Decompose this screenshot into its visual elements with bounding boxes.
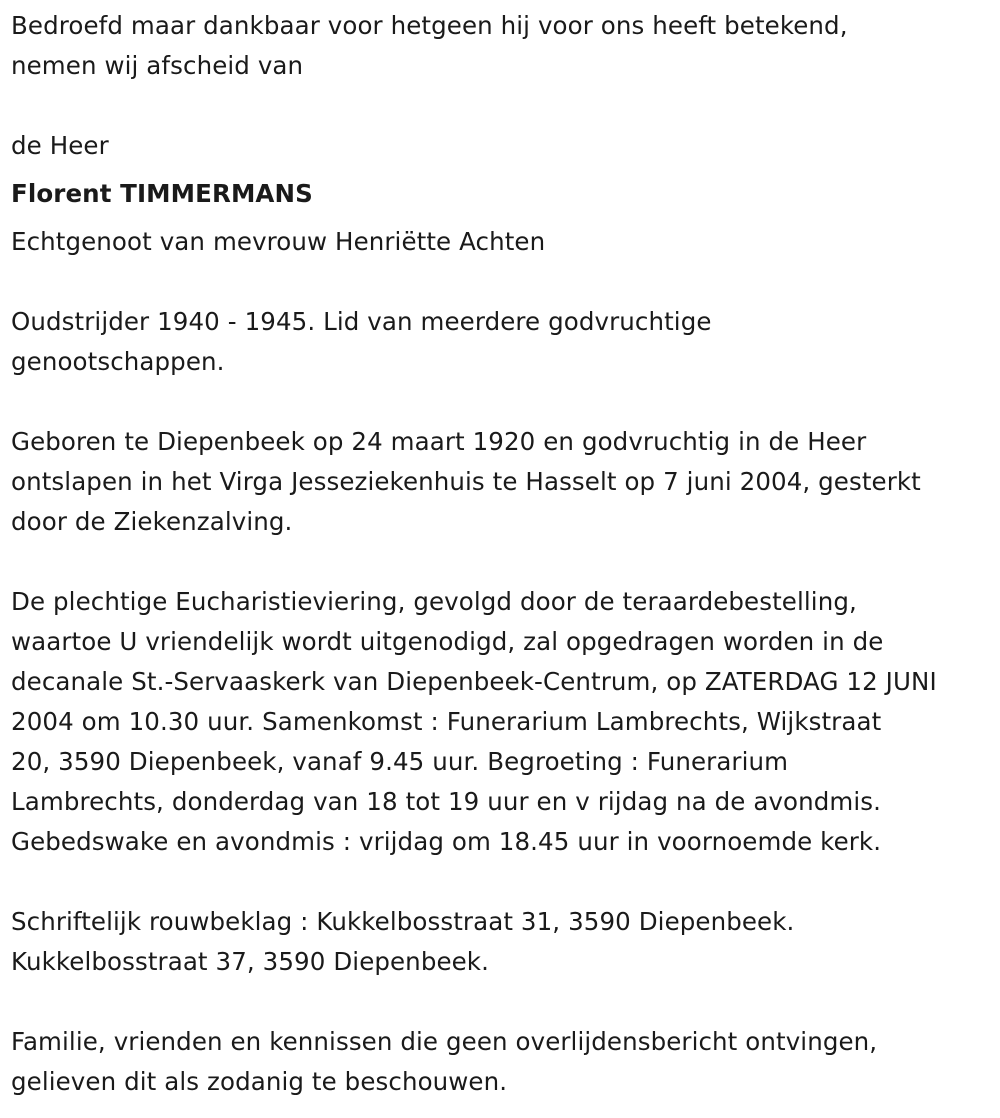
text-line: Geboren te Diepenbeek op 24 maart 1920 en godvruchtig in de Heer: [11, 427, 867, 456]
text-line: Bedroefd maar dankbaar voor hetgeen hij voor ons heeft betekend,: [11, 11, 848, 40]
text-line: genootschappen.: [11, 347, 225, 376]
text-line: Kukkelbosstraat 37, 3590 Diepenbeek.: [11, 947, 489, 976]
deceased-name: Florent TIMMERMANS: [11, 179, 313, 208]
text-line: Familie, vrienden en kennissen die geen overlijdensbericht ontvingen,: [11, 1027, 878, 1056]
spacer: [11, 982, 990, 1022]
text-line: gelieven dit als zodanig te beschouwen.: [11, 1067, 508, 1096]
intro-paragraph: [11, 6, 990, 86]
spacer: [11, 86, 990, 126]
spacer: [11, 166, 990, 174]
spouse-line: Echtgenoot van mevrouw Henriëtte Achten: [11, 227, 546, 256]
text-line: Gebedswake en avondmis : vrijdag om 18.45 uur in voornoemde kerk.: [11, 827, 882, 856]
text-line: 2004 om 10.30 uur. Samenkomst : Funerarium Lambrechts, Wijkstraat: [11, 707, 882, 736]
spacer: [11, 262, 990, 302]
text-line: door de Ziekenzalving.: [11, 507, 293, 536]
spacer: [11, 382, 990, 422]
birth-death-paragraph: [11, 422, 990, 542]
memberships-paragraph: [11, 302, 990, 382]
text-line: ontslapen in het Virga Jesseziekenhuis te Hasselt op 7 juni 2004, gesterkt: [11, 467, 921, 496]
text-line: nemen wij afscheid van: [11, 51, 304, 80]
spacer: [11, 214, 990, 222]
text-line: 20, 3590 Diepenbeek, vanaf 9.45 uur. Begroeting : Funerarium: [11, 747, 789, 776]
text-line: waartoe U vriendelijk wordt uitgenodigd, zal opgedragen worden in de: [11, 627, 884, 656]
spacer: [11, 542, 990, 582]
text-line: decanale St.-Servaaskerk van Diepenbeek-Centrum, op ZATERDAG 12 JUNI: [11, 667, 937, 696]
ceremony-paragraph: [11, 582, 990, 862]
condolences-paragraph: [11, 902, 990, 982]
text-line: Oudstrijder 1940 - 1945. Lid van meerdere godvruchtige: [11, 307, 712, 336]
text-line: Lambrechts, donderdag van 18 tot 19 uur en v rijdag na de avondmis.: [11, 787, 882, 816]
spacer: [11, 862, 990, 902]
closing-paragraph: [11, 1022, 990, 1102]
text-line: De plechtige Eucharistieviering, gevolgd door de teraardebestelling,: [11, 587, 857, 616]
salutation: de Heer: [11, 131, 109, 160]
text-line: Schriftelijk rouwbeklag : Kukkelbosstraat 31, 3590 Diepenbeek.: [11, 907, 795, 936]
